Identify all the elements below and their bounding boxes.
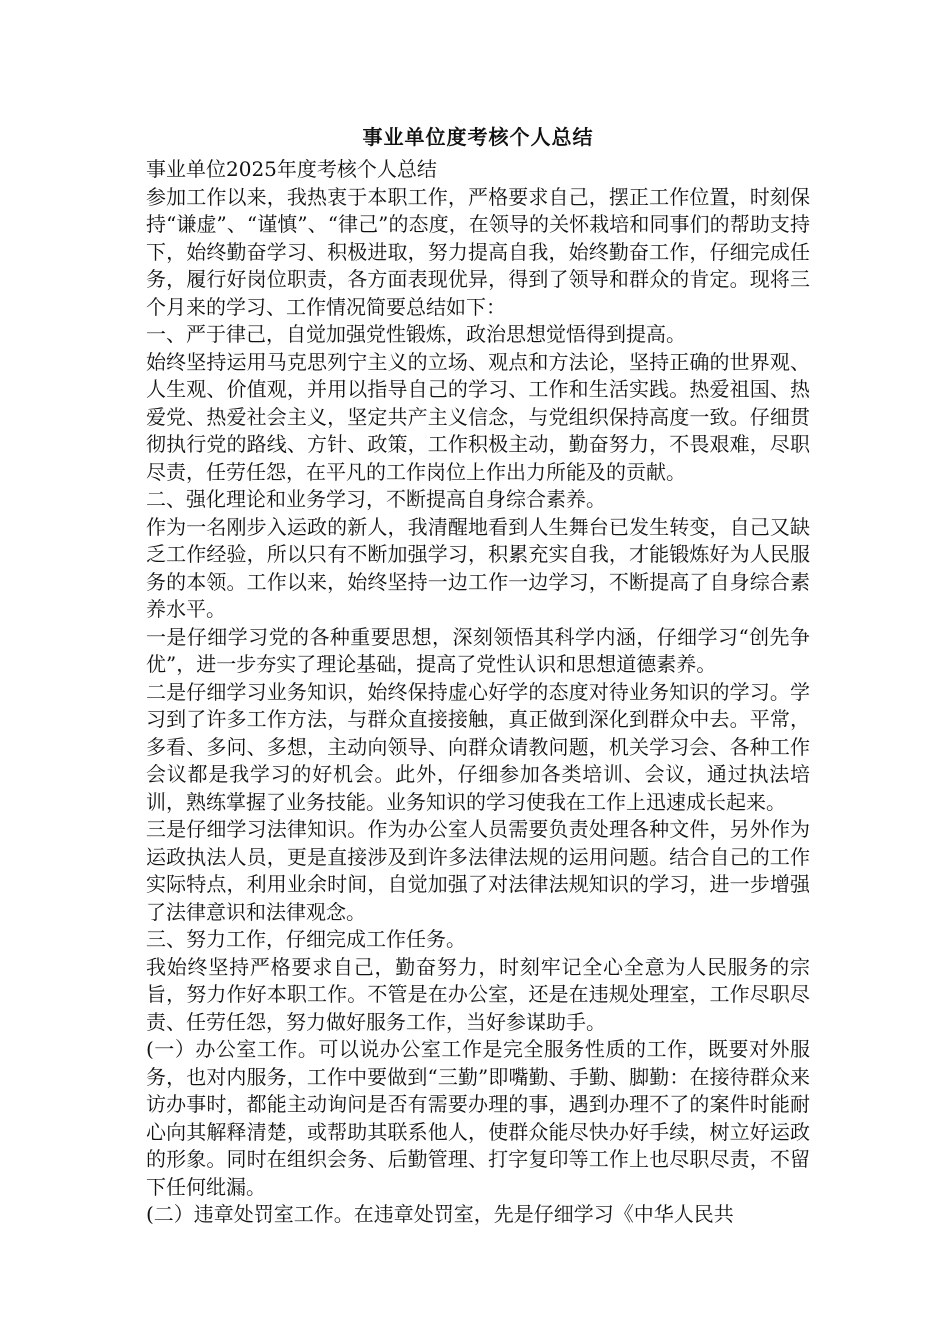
body-paragraph: 二是仔细学习业务知识，始终保持虚心好学的态度对待业务知识的学习。学习到了许多工作方法，与群众直接接触，真正做到深化到群众中去。平常，多看、多问、多想，主动向领导、向群众请教问题，机关学习会、各种工作会议都是我学习的好机会。此外，仔细参加各类培训、会议，通过执法培训，熟练掌握了业务技能。业务知识的学习使我在工作上迅速成长起来。 — [146, 679, 810, 814]
document-page — [146, 118, 810, 1229]
section-heading-3: 三、努力工作，仔细完成工作任务。 — [146, 927, 466, 951]
section-heading-1: 一、严于律己，自觉加强党性锻炼，政治思想觉悟得到提高。 — [146, 322, 686, 346]
document-title: 事业单位度考核个人总结 — [362, 125, 594, 149]
document-subtitle: 事业单位2025年度考核个人总结 — [146, 157, 437, 181]
intro-paragraph: 参加工作以来，我热衷于本职工作，严格要求自己，摆正工作位置，时刻保持“谦虚”、“谨慎”、“律己”的态度，在领导的关怀栽培和同事们的帮助支持下，始终勤奋学习、积极进取，努力提高自我，始终勤奋工作，仔细完成任务，履行好岗位职责，各方面表现优异，得到了领导和群众的肯定。现将三个月来的学习、工作情况简要总结如下： — [146, 184, 810, 319]
body-paragraph: 一是仔细学习党的各种重要思想，深刻领悟其科学内涵，仔细学习“创先争优”，进一步夯实了理论基础，提高了党性认识和思想道德素养。 — [146, 624, 810, 676]
body-paragraph: 我始终坚持严格要求自己，勤奋努力，时刻牢记全心全意为人民服务的宗旨，努力作好本职工作。不管是在办公室，还是在违规处理室，工作尽职尽责、任劳任怨，努力做好服务工作，当好参谋助手。 — [146, 954, 810, 1034]
body-paragraph: (二）违章处罚室工作。在违章处罚室，先是仔细学习《中华人民共 — [146, 1202, 734, 1226]
body-paragraph: (一）办公室工作。可以说办公室工作是完全服务性质的工作，既要对外服务，也对内服务，工作中要做到“三勤”即嘴勤、手勤、脚勤：在接待群众来访办事时，都能主动询问是否有需要办理的事，遇到办理不了的案件时能耐心向其解释清楚，或帮助其联系他人，使群众能尽快办好手续，树立好运政的形象。同时在组织会务、后勤管理、打字复印等工作上也尽职尽责，不留下任何纰漏。 — [146, 1037, 810, 1199]
body-paragraph: 作为一名刚步入运政的新人，我清醒地看到人生舞台已发生转变，自己又缺乏工作经验，所以只有不断加强学习，积累充实自我，才能锻炼好为人民服务的本领。工作以来，始终坚持一边工作一边学习，不断提高了自身综合素养水平。 — [146, 514, 810, 621]
body-paragraph: 始终坚持运用马克思列宁主义的立场、观点和方法论，坚持正确的世界观、人生观、价值观，并用以指导自己的学习、工作和生活实践。热爱祖国、热爱党、热爱社会主义，坚定共产主义信念，与党组织保持高度一致。仔细贯彻执行党的路线、方针、政策，工作积极主动，勤奋努力，不畏艰难，尽职尽责，任劳任怨，在平凡的工作岗位上作出力所能及的贡献。 — [146, 349, 810, 484]
body-paragraph: 三是仔细学习法律知识。作为办公室人员需要负责处理各种文件，另外作为运政执法人员，更是直接涉及到许多法律法规的运用问题。结合自己的工作实际特点，利用业余时间，自觉加强了对法律法规知识的学习，进一步增强了法律意识和法律观念。 — [146, 817, 810, 924]
section-heading-2: 二、强化理论和业务学习，不断提高自身综合素养。 — [146, 487, 606, 511]
